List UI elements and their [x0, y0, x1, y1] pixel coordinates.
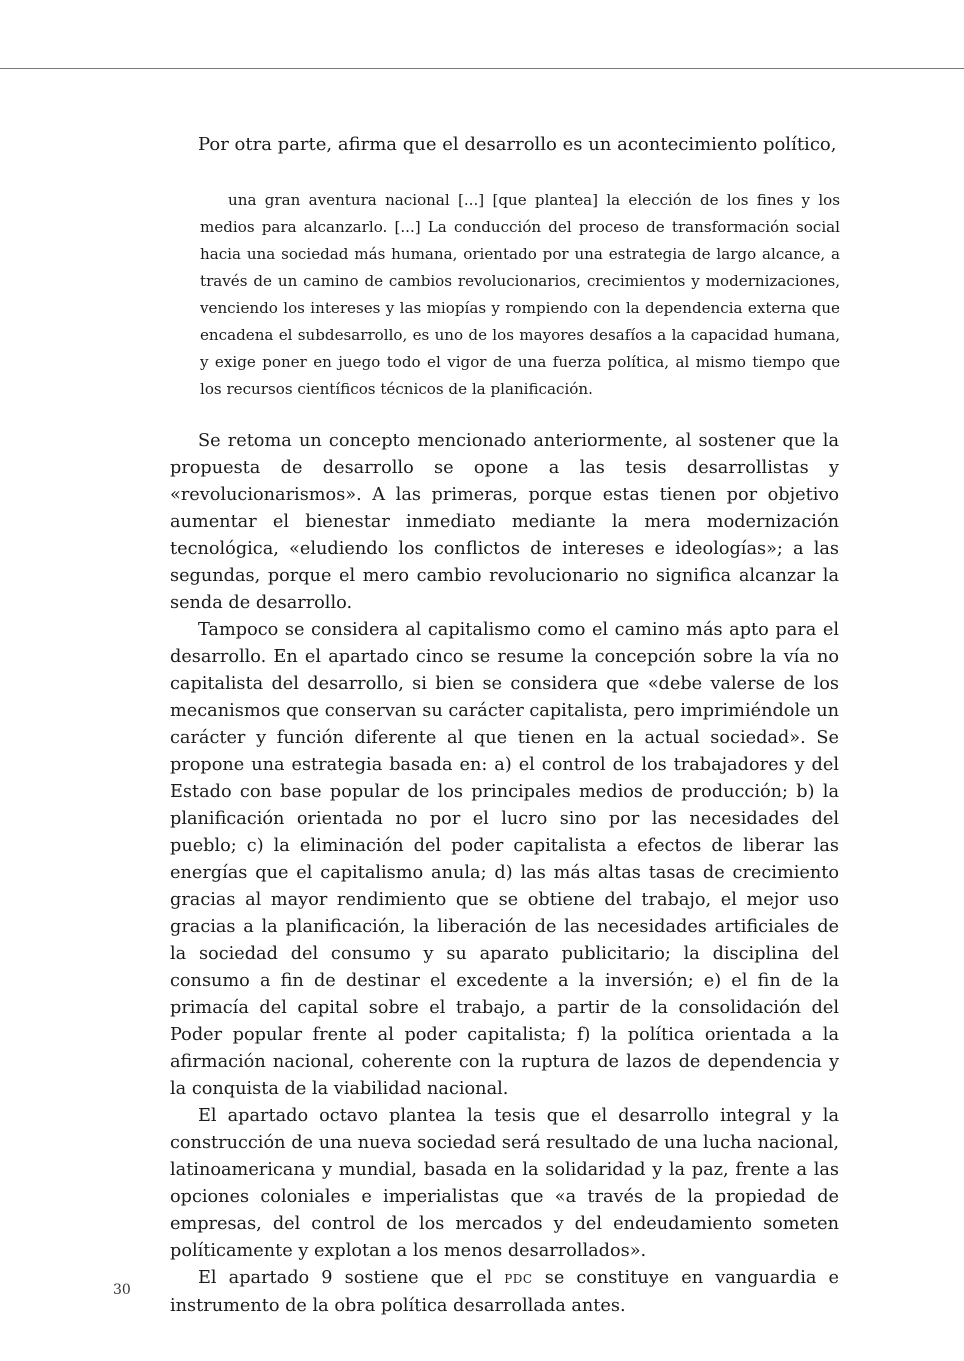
- block-quote: una gran aventura nacional [...] [que plantea] la elección de los fines y los medios para alcanzarlo. [...] La conducción del proceso de transformación social hacia una sociedad más humana, orientado por una estrategia de largo alcance, a través de un camino de cambios revolucionarios, crecimientos y modernizaciones, venciendo los intereses y las miopías y rompiendo con la dependencia externa que encadena el subdesarrollo, es uno de los mayores desafíos a la capacidad humana, y exige poner en juego todo el vigor de una fuerza política, al mismo tiempo que los recursos científicos técnicos de la planificación.: [200, 191, 840, 398]
- body-text: [170, 428, 839, 1320]
- paragraph-4-start: El apartado 9 sostiene que el: [198, 1268, 505, 1288]
- header-rule: [0, 68, 964, 69]
- paragraph-4-end: se constituye en vanguardia e instrumento de la obra política desarrollada antes.: [170, 1268, 840, 1316]
- pdc-abbreviation: PDC: [504, 1272, 533, 1286]
- intro-sentence: Por otra parte, afirma que el desarrollo es un acontecimiento político,: [198, 134, 837, 155]
- paragraph-1: Se retoma un concepto mencionado anteriormente, al sostener que la propuesta de desarrollo se opone a las tesis desarrollistas y «revolucionarismos». A las primeras, porque estas tienen por objetivo aumentar el bienestar inmediato mediante la mera modernización tecnológica, «eludiendo los conflictos de intereses e ideologías»; a las segundas, porque el mero cambio revolucionario no significa alcanzar la senda de desarrollo.: [170, 431, 839, 613]
- paragraph-3: El apartado octavo plantea la tesis que el desarrollo integral y la construcción de una nueva sociedad será resultado de una lucha nacional, latinoamericana y mundial, basada en la solidaridad y la paz, frente a las opciones coloniales e imperialistas que «a través de la propiedad de empresas, del control de los mercados y del endeudamiento someten políticamente y explotan a los menos desarrollados».: [170, 1106, 839, 1261]
- paragraph-2: Tampoco se considera al capitalismo como el camino más apto para el desarrollo. En el apartado cinco se resume la concepción sobre la vía no capitalista del desarrollo, si bien se considera que «debe valerse de los mecanismos que conservan su carácter capitalista, pero imprimiéndole un carácter y función diferente al que tienen en la actual sociedad». Se propone una estrategia basada en: a) el control de los trabajadores y del Estado con base popular de los principales medios de producción; b) la planificación orientada no por el lucro sino por las necesidades del pueblo; c) la eliminación del poder capitalista a efectos de liberar las energías que el capitalismo anula; d) las más altas tasas de crecimiento gracias al mayor rendimiento que se obtiene del trabajo, el mejor uso gracias a la planificación, la liberación de las necesidades artificiales de la sociedad del consumo y su aparato publicitario; la disciplina del consumo a fin de destinar el excedente a la inversión; e) el fin de la primacía del capital sobre el trabajo, a partir de la consolidación del Poder popular frente al poder capitalista; f) la política orientada a la afirmación nacional, coherente con la ruptura de lazos de dependencia y la conquista de la viabilidad nacional.: [170, 620, 839, 1099]
- page-number: 30: [113, 1282, 131, 1298]
- paragraph-4: [170, 1265, 839, 1320]
